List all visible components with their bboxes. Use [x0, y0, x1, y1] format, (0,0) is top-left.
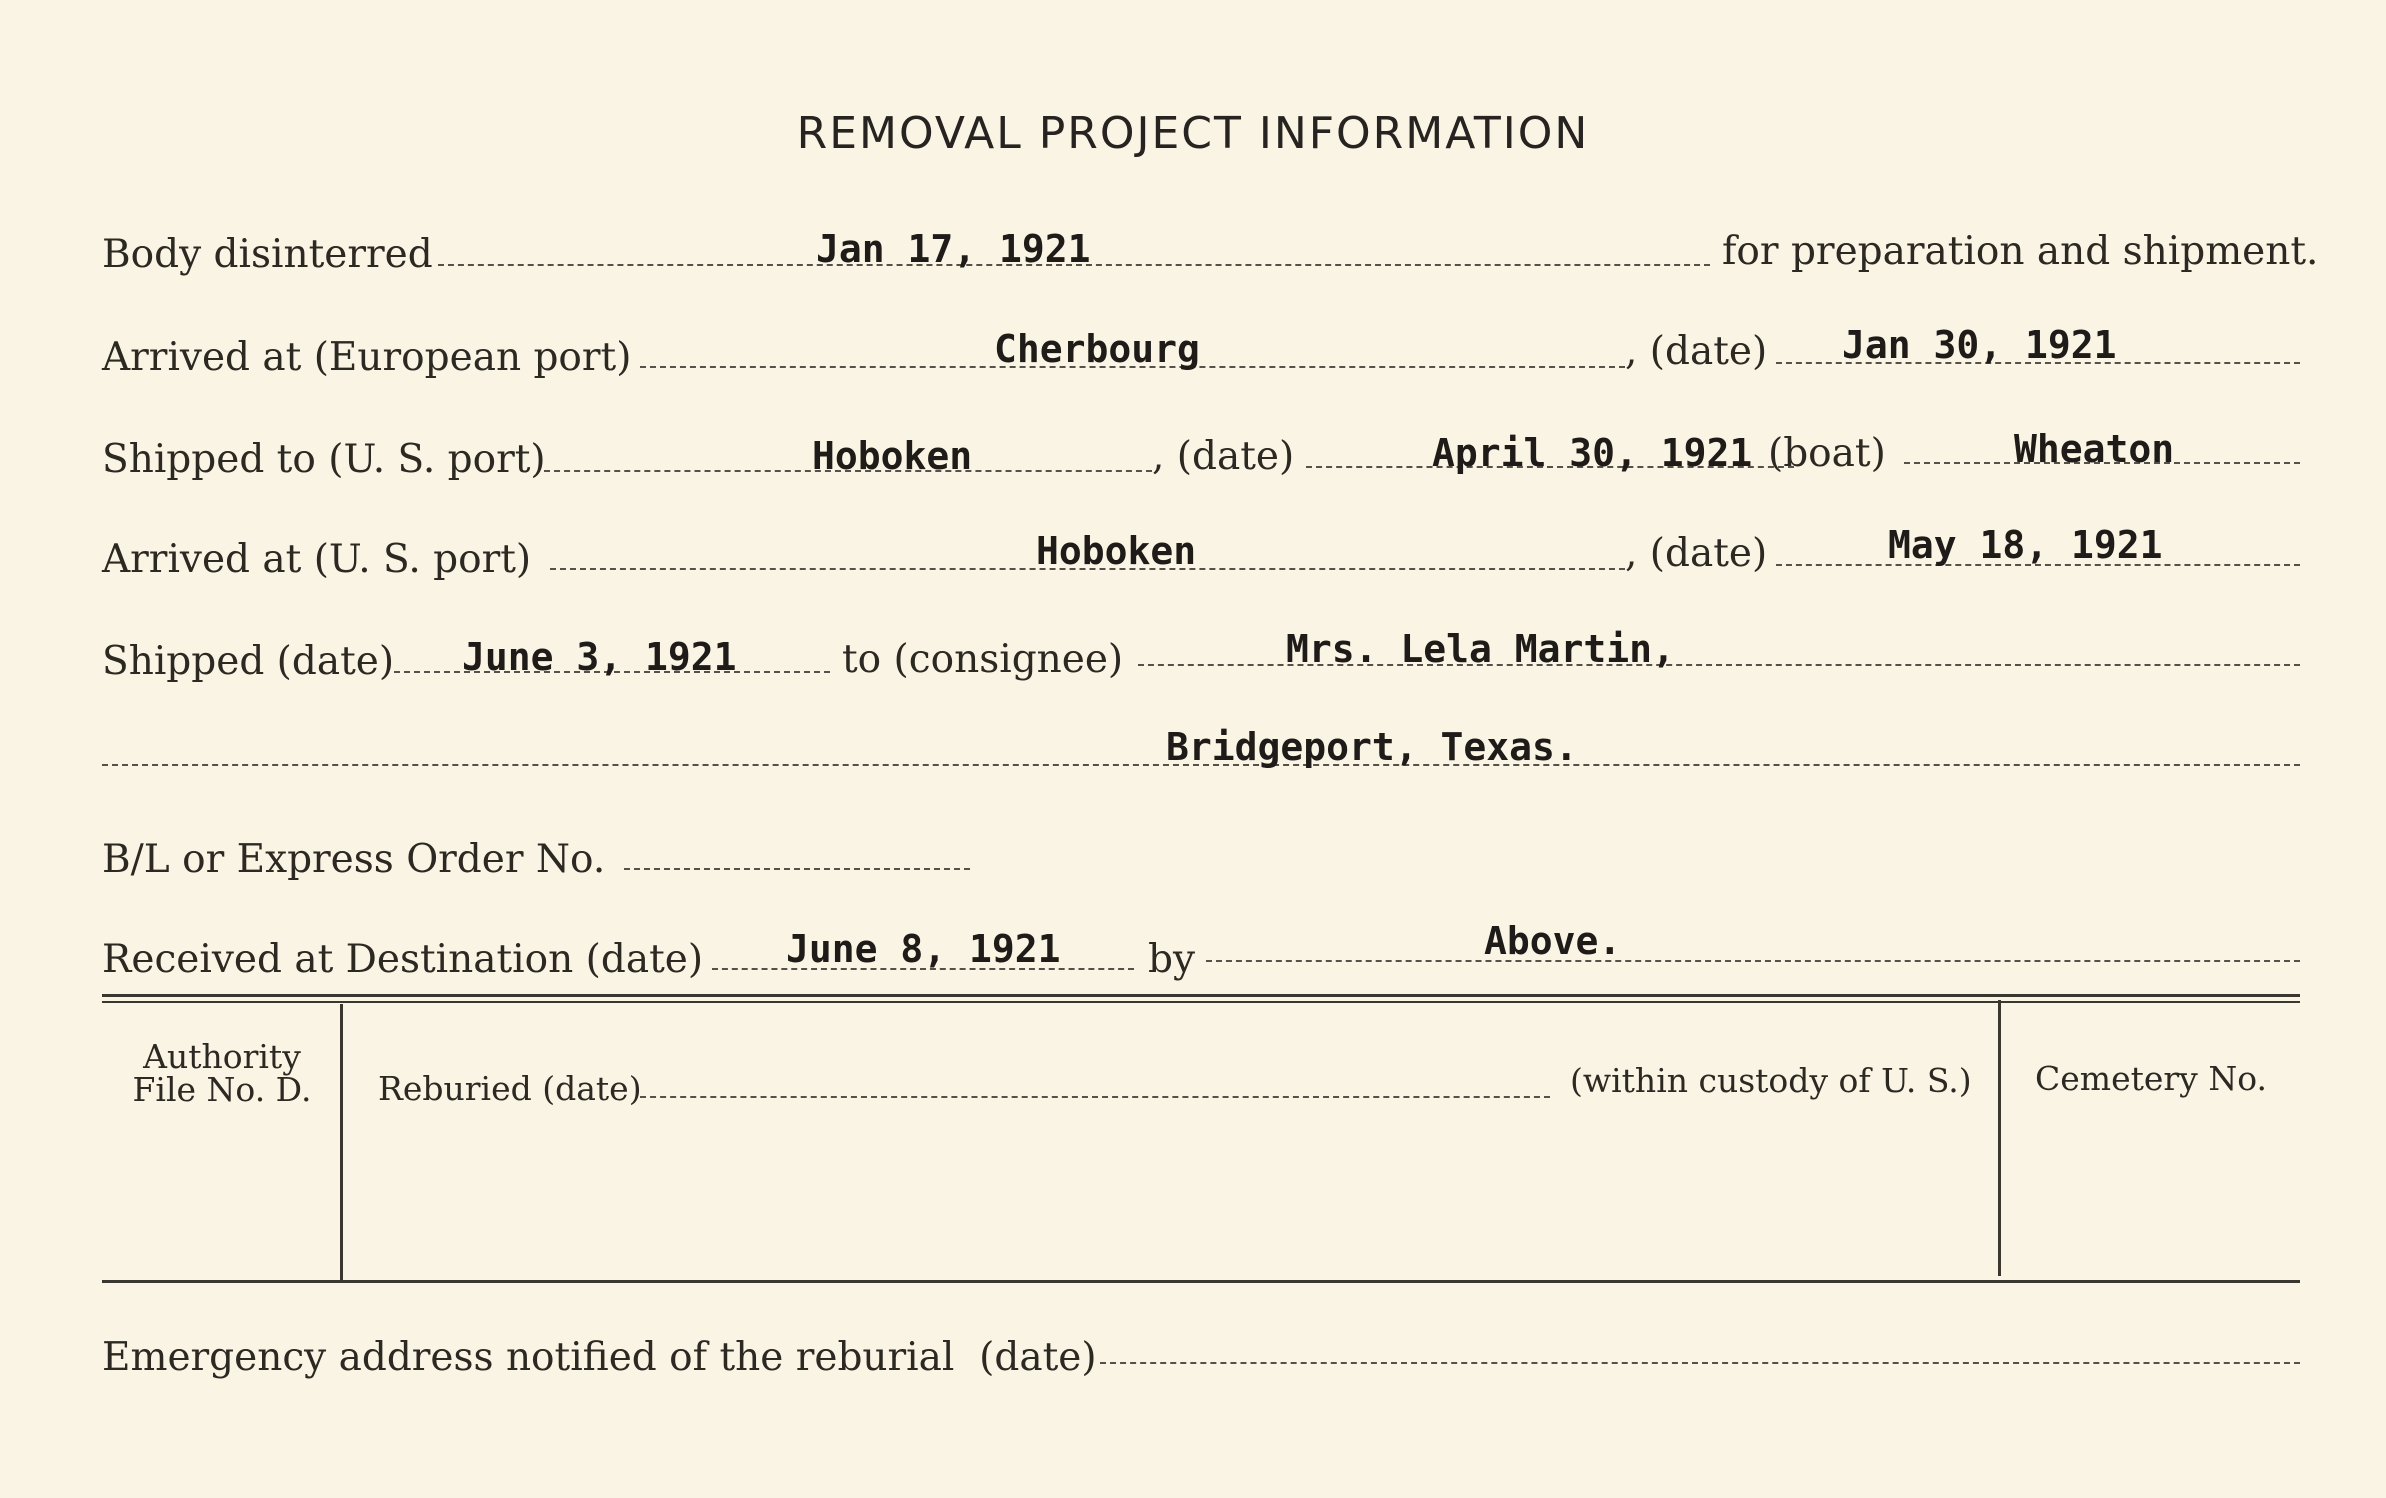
disinterred-date-value: Jan 17, 1921 — [816, 227, 1091, 271]
european-port-date-value: Jan 30, 1921 — [1842, 323, 2117, 367]
reburied-date-label: Reburied (date) — [378, 1069, 642, 1108]
authority-label-1: Authority — [143, 1037, 301, 1076]
shipped-date-label: Shipped (date) — [102, 639, 395, 684]
shipped-us-date-label: , (date) — [1152, 434, 1295, 479]
reburied-date-line — [640, 1096, 1550, 1098]
consignee-label: to (consignee) — [842, 637, 1124, 682]
shipped-us-port-value: Hoboken — [812, 434, 973, 478]
table-divider-left — [340, 1004, 343, 1280]
arrived-us-port-label: Arrived at (U. S. port) — [102, 537, 532, 582]
european-port-date-label: , (date) — [1625, 329, 1768, 374]
european-port-value: Cherbourg — [994, 327, 1200, 371]
arrived-us-date-label: , (date) — [1625, 531, 1768, 576]
arrived-us-date-value: May 18, 1921 — [1888, 523, 2163, 567]
table-top-rule-inner — [102, 1001, 2300, 1003]
european-port-label: Arrived at (European port) — [102, 335, 632, 380]
table-divider-right — [1998, 1000, 2001, 1276]
order-number-label: B/L or Express Order No. — [102, 837, 606, 882]
shipped-us-date-value: April 30, 1921 — [1432, 431, 1753, 475]
emergency-notified-label: Emergency address notified of the reburial (date) — [102, 1335, 1097, 1380]
emergency-date-line — [1100, 1362, 2300, 1364]
received-date-label: Received at Destination (date) — [102, 937, 704, 982]
order-number-line — [624, 868, 970, 870]
card-title: REMOVAL PROJECT INFORMATION — [796, 108, 1590, 159]
consignee-value: Mrs. Lela Martin, — [1286, 627, 1675, 671]
disinterred-label: Body disinterred — [102, 232, 433, 277]
received-date-value: June 8, 1921 — [786, 927, 1061, 971]
table-top-rule — [102, 994, 2300, 997]
received-by-label: by — [1148, 937, 1195, 982]
shipped-date-value: June 3, 1921 — [462, 635, 737, 679]
boat-label: (boat) — [1768, 431, 1886, 476]
shipped-us-port-label: Shipped to (U. S. port) — [102, 437, 546, 482]
table-bottom-rule — [102, 1280, 2300, 1283]
cemetery-number-label: Cemetery No. — [2035, 1059, 2267, 1098]
received-by-value: Above. — [1484, 919, 1622, 963]
boat-value: Wheaton — [2014, 427, 2175, 471]
consignee-address-value: Bridgeport, Texas. — [1166, 725, 1578, 769]
received-by-line — [1206, 960, 2300, 962]
custody-label: (within custody of U. S.) — [1570, 1061, 1972, 1100]
disinterred-suffix: for preparation and shipment. — [1722, 229, 2319, 274]
authority-label-2: File No. D. — [132, 1070, 312, 1109]
arrived-us-port-value: Hoboken — [1036, 529, 1197, 573]
